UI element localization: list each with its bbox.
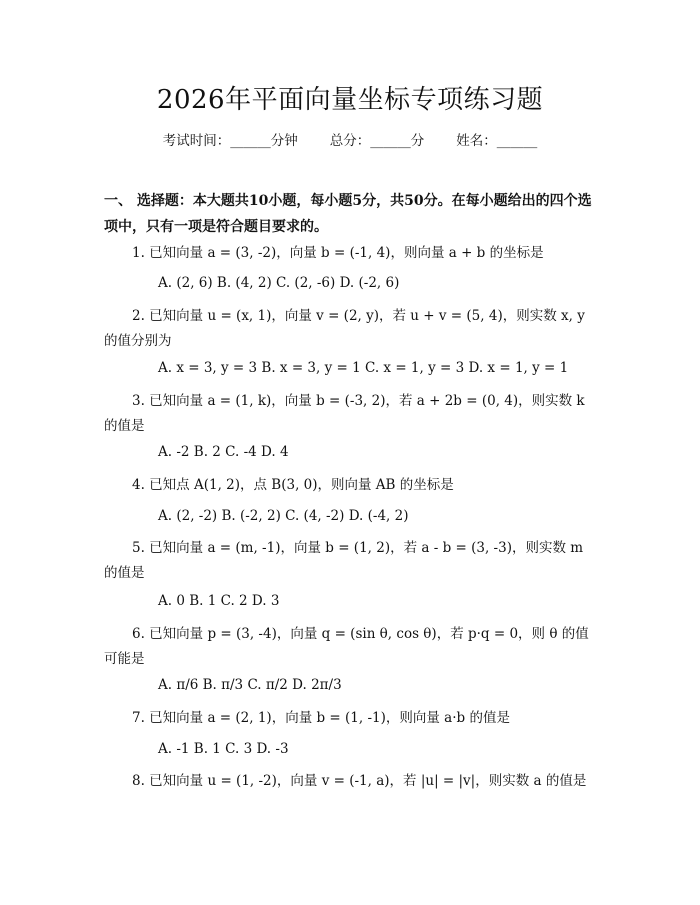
question-2: 2. 已知向量 u = (x, 1)，向量 v = (2, y)，若 u + v = (5, 4)，则实数 x, y 的值分别为 xyxy=(104,308,585,349)
name-field: 姓名：______ xyxy=(456,133,538,149)
question-2-options: A. x = 3, y = 3 B. x = 3, y = 1 C. x = 1, y = 3 D. x = 1, y = 1 xyxy=(158,360,569,376)
exam-info-line xyxy=(0,131,700,151)
page-title: 2026年平面向量坐标专项练习题 xyxy=(156,85,544,115)
question-8: 8. 已知向量 u = (1, -2)，向量 v = (-1, a)，若 |u| = |v|，则实数 a 的值是 xyxy=(132,773,587,789)
question-4-options: A. (2, -2) B. (-2, 2) C. (4, -2) D. (-4, 2) xyxy=(158,508,409,524)
question-6-options: A. π/6 B. π/3 C. π/2 D. 2π/3 xyxy=(158,677,342,693)
question-4: 4. 已知点 A(1, 2)，点 B(3, 0)，则向量 AB 的坐标是 xyxy=(132,477,454,493)
question-3: 3. 已知向量 a = (1, k)，向量 b = (-3, 2)，若 a + 2b = (0, 4)，则实数 k 的值是 xyxy=(104,393,585,434)
section-heading: 一、 选择题：本大题共10小题，每小题5分，共50分。在每小题给出的四个选项中，只有一项是符合题目要求的。 xyxy=(104,193,592,235)
question-6: 6. 已知向量 p = (3, -4)，向量 q = (sin θ, cos θ)，若 p·q = 0，则 θ 的值可能是 xyxy=(104,626,589,667)
question-3-options: A. -2 B. 2 C. -4 D. 4 xyxy=(158,444,289,460)
total-score-field: 总分：______分 xyxy=(329,133,425,149)
question-1: 1. 已知向量 a = (3, -2)，向量 b = (-1, 4)，则向量 a + b 的坐标是 xyxy=(132,245,544,261)
question-1-options: A. (2, 6) B. (4, 2) C. (2, -6) D. (-2, 6) xyxy=(158,275,400,291)
question-5: 5. 已知向量 a = (m, -1)，向量 b = (1, 2)，若 a - b = (3, -3)，则实数 m 的值是 xyxy=(104,540,584,581)
question-5-options: A. 0 B. 1 C. 2 D. 3 xyxy=(158,593,280,609)
question-7-options: A. -1 B. 1 C. 3 D. -3 xyxy=(158,741,289,757)
question-7: 7. 已知向量 a = (2, 1)，向量 b = (1, -1)，则向量 a·b 的值是 xyxy=(132,710,510,726)
exam-time-field: 考试时间：______分钟 xyxy=(162,133,298,149)
